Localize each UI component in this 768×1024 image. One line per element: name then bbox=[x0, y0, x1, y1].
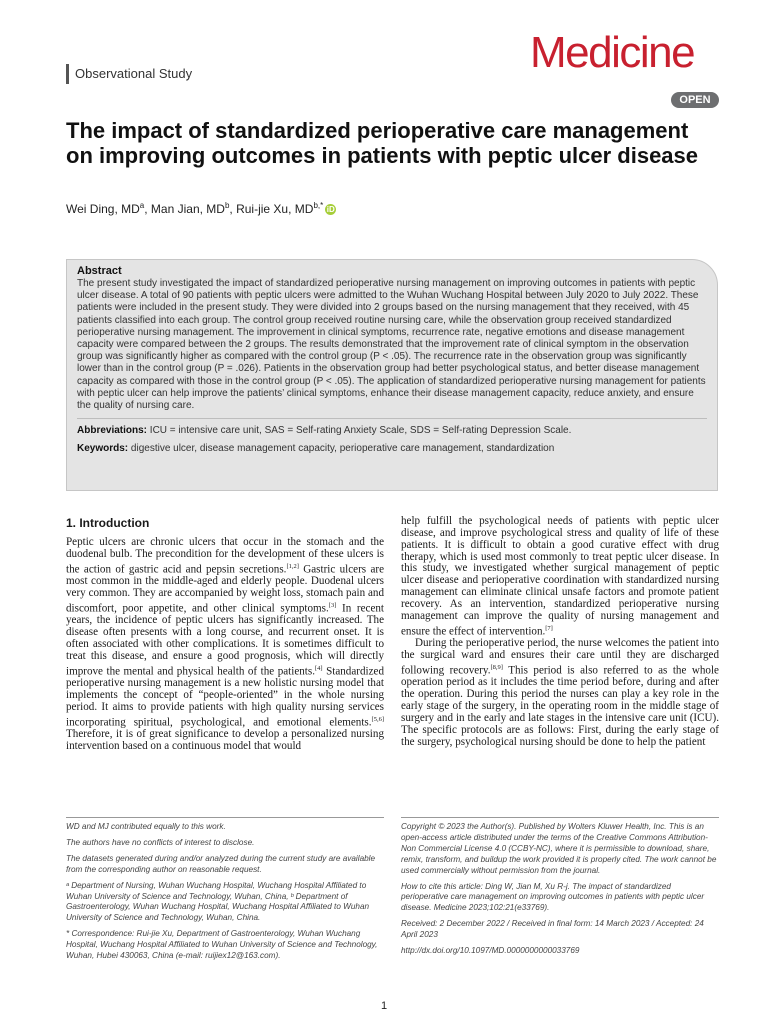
abstract-box bbox=[66, 259, 718, 491]
intro-paragraph-2 bbox=[401, 638, 719, 748]
affiliation-mark: b bbox=[224, 201, 230, 210]
author-list: Wei Ding, $MD^a$, Man Jian, $MD^b$, Rui-jie Xu, $MD^{b,*}$ iD bbox=[66, 201, 335, 216]
dates-note: Received: 2 December 2022 / Received in final form: 14 March 2023 / Accepted: 24 April 2023 bbox=[401, 919, 704, 940]
paragraph-text: Standardized perioperative nursing management is a new holistic nursing model that implements the concept of “people-oriented” in the whole nursing period. It aims to provide patients with high quality nursing services incorporating spiritual, psychological, and emotional elements. bbox=[66, 665, 384, 729]
footnotes-left bbox=[66, 822, 384, 967]
article-type-label: Observational Study bbox=[66, 64, 192, 84]
keywords-label: Keywords: bbox=[77, 443, 129, 455]
footnote-divider bbox=[66, 817, 384, 818]
data-availability-note: The datasets generated during and/or analyzed during the current study are available from the corresponding author on reasonable request. bbox=[66, 853, 376, 874]
paragraph-text: Gastric ulcers are most common in the middle-aged and elderly people. Duodenal ulcers very common. They are accompanied by weight loss, stomach pain and discomfort, poor appetite, and other clinical symptoms. bbox=[66, 563, 384, 615]
affiliation-mark: b,* bbox=[313, 201, 324, 210]
abbreviations-text: ICU = intensive care unit, SAS = Self-rating Anxiety Scale, SDS = Self-rating Depression Scale. bbox=[149, 425, 572, 437]
abstract-divider bbox=[77, 418, 707, 419]
doi-link[interactable]: http://dx.doi.org/10.1097/MD.0000000000033769 bbox=[401, 946, 580, 956]
correspondence-note: * Correspondence: Rui-jie Xu, Department of Gastroenterology, Wuhan Wuchang Hospital, Wuchang Hospital Affiliated to Wuhan University of Science and Technology, Wuhan, Hubei 430063, China (e-mail: ruijiex12@163.com). bbox=[66, 929, 378, 961]
article-title: The impact of standardized perioperative care management on improving outcomes in patients with peptic ulcer disease bbox=[66, 118, 699, 168]
journal-logo: Medicine bbox=[530, 28, 695, 77]
citation-link[interactable]: [1,2] bbox=[286, 562, 299, 570]
abbreviations-label: Abbreviations: bbox=[77, 425, 148, 437]
conflict-note: The authors have no conflicts of interest to disclose. bbox=[66, 837, 255, 847]
open-access-badge: OPEN bbox=[671, 92, 719, 108]
author-name[interactable]: Man Jian, MD bbox=[150, 202, 225, 216]
citation-link[interactable]: [3] bbox=[328, 601, 337, 609]
page-number: 1 bbox=[380, 1000, 388, 1012]
citation-link[interactable]: [5,6] bbox=[371, 715, 384, 723]
orcid-icon[interactable]: iD bbox=[326, 205, 335, 214]
equal-contribution-note: WD and MJ contributed equally to this work. bbox=[66, 822, 226, 831]
author-name[interactable]: Wei Ding, MD bbox=[66, 202, 140, 216]
footnotes-right bbox=[401, 822, 719, 962]
affiliations-note: ᵃ Department of Nursing, Wuhan Wuchang Hospital, Wuchang Hospital Affiliated to Wuhan University of Science and Technology, Wuhan, China, ᵇ Department of Gastroenterology, Wuhan Wuchang Hospital, Wuchang Hospital Affiliated to Wuhan University of Science and Technology, Wuhan, China. bbox=[66, 880, 370, 923]
citation-link[interactable]: [7] bbox=[545, 624, 553, 632]
keywords-line bbox=[77, 442, 707, 455]
affiliation-mark: a bbox=[139, 201, 145, 210]
footnote-divider bbox=[401, 817, 719, 818]
intro-paragraph-1 bbox=[66, 537, 384, 753]
intro-paragraph-1-continued bbox=[401, 516, 719, 638]
copyright-note: Copyright © 2023 the Author(s). Published by Wolters Kluwer Health, Inc. This is an open-access article distributed under the terms of the Creative Commons Attribution-Non Commercial License 4.0 (CCBY-NC), where it is permissible to download, share, remix, transform, and buildup the work provided it is properly cited. The work cannot be used commercially without permission from the journal. bbox=[401, 822, 717, 875]
paragraph-text: Peptic ulcers are chronic ulcers that occur in the stomach and the duodenal bulb. The precondition for the development of these ulcers is the action of gastric acid and pepsin secretions. bbox=[66, 536, 384, 576]
citation-link[interactable]: [4] bbox=[314, 664, 323, 672]
body-column-left bbox=[66, 515, 384, 753]
paragraph-text: In recent years, the incidence of peptic ulcers has significantly increased. The disease often presents with a long course, and recurrent onset. It is often associated with other complications. It is sometimes difficult to treat this disease, and ensure a good prognosis, which will directly improve the mental and physical health of the patients. bbox=[66, 602, 385, 678]
body-column-right bbox=[401, 516, 719, 748]
abstract-heading: Abstract bbox=[77, 265, 122, 277]
section-heading-introduction: 1. Introduction bbox=[66, 516, 150, 530]
keywords-text: digestive ulcer, disease management capacity, perioperative care management, standardization bbox=[130, 443, 555, 455]
paragraph-text: Therefore, it is of great significance to develop a personalized nursing intervention based on a continuous model that would bbox=[66, 728, 384, 753]
abstract-text: The present study investigated the impact of standardized perioperative nursing management on improving outcomes in patients with peptic ulcer disease. A total of 90 patients with peptic ulcers were admitted to the Wuhan Wuchang Hospital between July 2020 to July 2022. These patients were included in the present study. They were divided into 2 groups based on the nursing management that they received, with 45 patients classified into each group. The control group received routine nursing care, while the observation group received standardized perioperative nursing management. The improvement in clinical symptoms, recurrence rate, negative emotions and disease management capacity were compared between the 2 groups. The results demonstrated that the improvement rate of clinical symptom in the observation group was significantly higher as compared with the control group (P < .05). The recurrence rate in the observation group was significantly lower than in the control group (P = .026). Patients in the observation group had better psychological status, and better disease management capacity as compared with those in the control group (P < .05). The application of standardized perioperative nursing management for patients with peptic ulcer can help improve the patients’ clinical symptoms, enhance their disease management capacity, reduce anxiety, and ensure the quality of nursing care. bbox=[77, 278, 706, 412]
paragraph-text: This period is also referred to as the whole operation period as it includes the time period before, during and after the operation. During this period the nurses can play a key role in the early stage of the surgery, in the operating room in the middle stage of surgery and in the early and late stages in the intensive care unit (ICU). The specific protocols are as follows: First, during the early stage of the surgery, psychological nursing should be done to help the patient bbox=[401, 664, 719, 748]
paragraph-text: help fulfill the psychological needs of patients with peptic ulcer disease, and improve psychological stress and quality of life of these patients. It is difficult to obtain a good curative effect with drug therapy, which is used most commonly to treat peptic ulcer disease. In this study, we investigated whether surgical management of peptic ulcer disease and perioperative coordination with standardized nursing management can eliminate clinical unsafe factors and promote patient recovery. As an intervention, standardized perioperative nursing management can improve the quality of nursing management and ensure the effect of intervention. bbox=[401, 515, 719, 638]
citation-link[interactable]: [8,9] bbox=[490, 663, 503, 671]
citation-note: How to cite this article: Ding W, Jian M, Xu R-j. The impact of standardized perioperative care management on improving outcomes in patients with peptic ulcer disease. Medicine 2023;102:21(e33769). bbox=[401, 881, 705, 913]
author-name[interactable]: Rui-jie Xu, MD bbox=[236, 202, 314, 216]
abbreviations-line bbox=[77, 424, 707, 437]
paragraph-text: During the perioperative period, the nurse welcomes the patient into the surgical ward and ensures their care until they are discharged following recovery. bbox=[401, 637, 719, 677]
